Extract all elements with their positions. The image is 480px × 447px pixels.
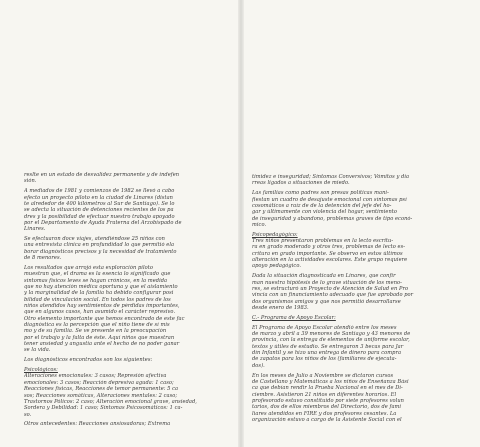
text-line: que no hay atención médica oportuna y que el aislamiento: [24, 284, 178, 290]
text-line: reslte en un estado de desvalidez permanente y de indefen: [24, 172, 180, 178]
text-line: alteración en la actividades escolares. Este grupo requiere: [252, 257, 408, 264]
text-line: timidez e inseguridad; Síntomas Conversivos; Vómitos y dia: [252, 174, 410, 180]
text-line: ciembre. Asistieron 21 niños en diferentes horarios. El: [252, 391, 397, 398]
text-line: muestran que, el drama es la esencia lo significado que: [24, 271, 171, 278]
text-line: Linares.: [24, 226, 46, 233]
text-line: dos).: [252, 362, 265, 369]
text-line: Tres niños presentaron problemas en la lecto escritu-: [252, 238, 394, 245]
text-line: provincia, con la entrega de elementos de uniforme escolar,: [252, 337, 410, 344]
text-line: por el trabajo y la falta de éste. Aquí niños que muestran: [24, 334, 175, 341]
text-line: gar y últimamente con violencia del hogar, sentimiento: [252, 209, 397, 216]
text-line: critura en grado importante. Se observo en estos últimos: [252, 250, 403, 257]
text-line: Trastornos Pólicos: 2 caso; Alteración emocional grave, ansiedad,: [24, 398, 197, 405]
text-line: Las familias como padres son presas políticas mani-: [252, 190, 389, 197]
text-line: A mediados de 1981 y comienzos de 1982 se llevó a cabo: [24, 188, 175, 195]
text-line: diagnóstica es la percepción que el niño tiene de sí mis: [24, 322, 170, 329]
text-line: se adecta la situación de detenciones recientes de los pa: [24, 207, 174, 214]
page-gutter: [238, 0, 244, 447]
text-line: una entrevista clínica en profundidad lo que permitió ela: [24, 242, 175, 249]
text-line: liares atendidos en FIRE y dos profesores cesantes. La: [252, 410, 397, 417]
text-line: vincia con un financiamiento adecuado que fue aprobado por: [252, 292, 414, 299]
text-line: En los meses de Julio a Noviembre se dictaron cursos: [252, 372, 394, 379]
text-line: Se efectuaron doce viajes, atendiéndose 25 niños con: [24, 236, 165, 243]
text-line: de inseguridad y abandono, problemas graves de tipo econó-: [252, 215, 413, 222]
left-text-column: [24, 172, 236, 428]
text-line: rreas ligados a situaciones de miedo.: [252, 180, 350, 187]
section-heading: C.- Programa de Apoyo Escolar:: [252, 314, 336, 321]
text-line: organización estuvo a cargo de la Asistente Social con el: [252, 417, 402, 424]
text-line: sión.: [24, 178, 37, 185]
text-line: dín Infantil y se hizo una entrega de dinero para compra: [252, 350, 402, 357]
text-line: profesorado estuvo constituido por siete profesores volun: [252, 398, 405, 404]
text-line: Reacciones físicas, Reacciones de temor permanente: 5 ca: [24, 386, 179, 393]
text-line: emocionales: 3 casos; Reacción depresiva aguda: 1 caso;: [24, 379, 174, 386]
text-line: apoyo pedagógico.: [252, 263, 302, 270]
text-line: Sordera y Debilidad: 1 caso; Síntomas Psicosomáticos: 1 ca-: [24, 405, 183, 412]
text-line: Alteraciones emocionales: 3 casos; Represión afectiva: [24, 373, 167, 380]
text-line: man nuestra hipótesis de lo grave situación de los meno-: [252, 279, 402, 286]
text-line: dos organismos amigos y que nos permitió desarrollarse: [252, 298, 401, 305]
text-line: de zapatos para los niños de los (familiares de ejecuta-: [252, 356, 397, 363]
text-line: se la vida.: [24, 347, 51, 354]
text-line: que en algunos casos, han asumido el carácter represivo.: [24, 309, 176, 316]
text-line: te alrededor de 400 kilómetros al Sur de Santiago). Se lo: [24, 200, 175, 207]
text-line: El Programa de Apoyo Escolar atendió entre los meses: [252, 324, 397, 331]
text-line: res, se estructuró un Proyecto de Atención de Salud en Pro: [252, 286, 409, 292]
text-line: por el Departamento de Ayuda Fraterna del Arzobispado de: [24, 219, 182, 226]
text-line: fiestan un cuadro de desajuste emocional con síntomas psí: [252, 196, 407, 203]
text-line: Los diagnósticos encontrados son los siguientes:: [24, 357, 153, 364]
text-line: Otro elemento importante que hemos encontrado de este fac: [24, 315, 185, 322]
text-line: mico.: [252, 221, 267, 228]
text-line: ca que debían rendir la Prueba Nacional en el mes de Di-: [252, 385, 403, 392]
text-line: borar diagnósticos precisos y la necesidad de tratamiento: [24, 248, 177, 255]
text-line: sos; Reacciones somáticas, Alteraciones mentales: 2 caso;: [24, 392, 178, 399]
text-line: de Castellano y Matemáticas a los niños de Enseñanza Bási: [252, 378, 409, 385]
text-line: so.: [24, 411, 32, 418]
text-line: ra en grado moderado y otros tres, problemas de lecto es-: [252, 244, 406, 251]
text-line: tener ansiedad y angustia ante el hecho de no poder ganar: [24, 341, 180, 348]
text-line: cosomáticos a raíz de de la detención del jefe del ho-: [252, 202, 392, 209]
text-line: textos y útiles de estudio. Se entregaron 3 becas para Jar: [252, 343, 404, 350]
text-line: Dada la situación diagnosticada en Linares, que confir: [252, 273, 396, 280]
right-text-column: [252, 174, 464, 423]
text-line: efecto un proyecto piloto en la ciudad de Linares (distan: [24, 194, 173, 201]
text-line: de 8 menores.: [24, 255, 62, 262]
text-line: bilidad de vinculación social. En todos los padres de los: [24, 296, 171, 303]
text-line: dres y la posibilidad de efectuar nuestro trabajo apoyado: [24, 213, 175, 220]
text-line: mo y de su familia. Se ve presente en la preocupación: [24, 328, 167, 335]
text-line: síntomas físicos leves se hagan crónicos, en la medida: [24, 277, 168, 284]
text-line: niños atendidos hay sentimientos de pérdidas importantes,: [24, 303, 180, 310]
text-line: de marzo y abril a 39 menores de Santiago y 43 menores de: [252, 331, 411, 338]
text-line: Otros antecedentes: Reacciones ansiosadoras; Extrema: [24, 421, 171, 428]
section-heading: Psicológicos:: [24, 367, 58, 374]
text-line: y la marginalidad de la familia ha debido configurar posi: [24, 290, 174, 297]
text-line: desde enero de 1983.: [252, 305, 309, 312]
text-line: Los resultados que arrojó esta exploración piloto: [24, 264, 153, 271]
section-heading: Psicopedagógico:: [252, 231, 298, 238]
text-line: tarios, dos de ellos miembros del Directorio, dos de fami: [252, 404, 402, 411]
